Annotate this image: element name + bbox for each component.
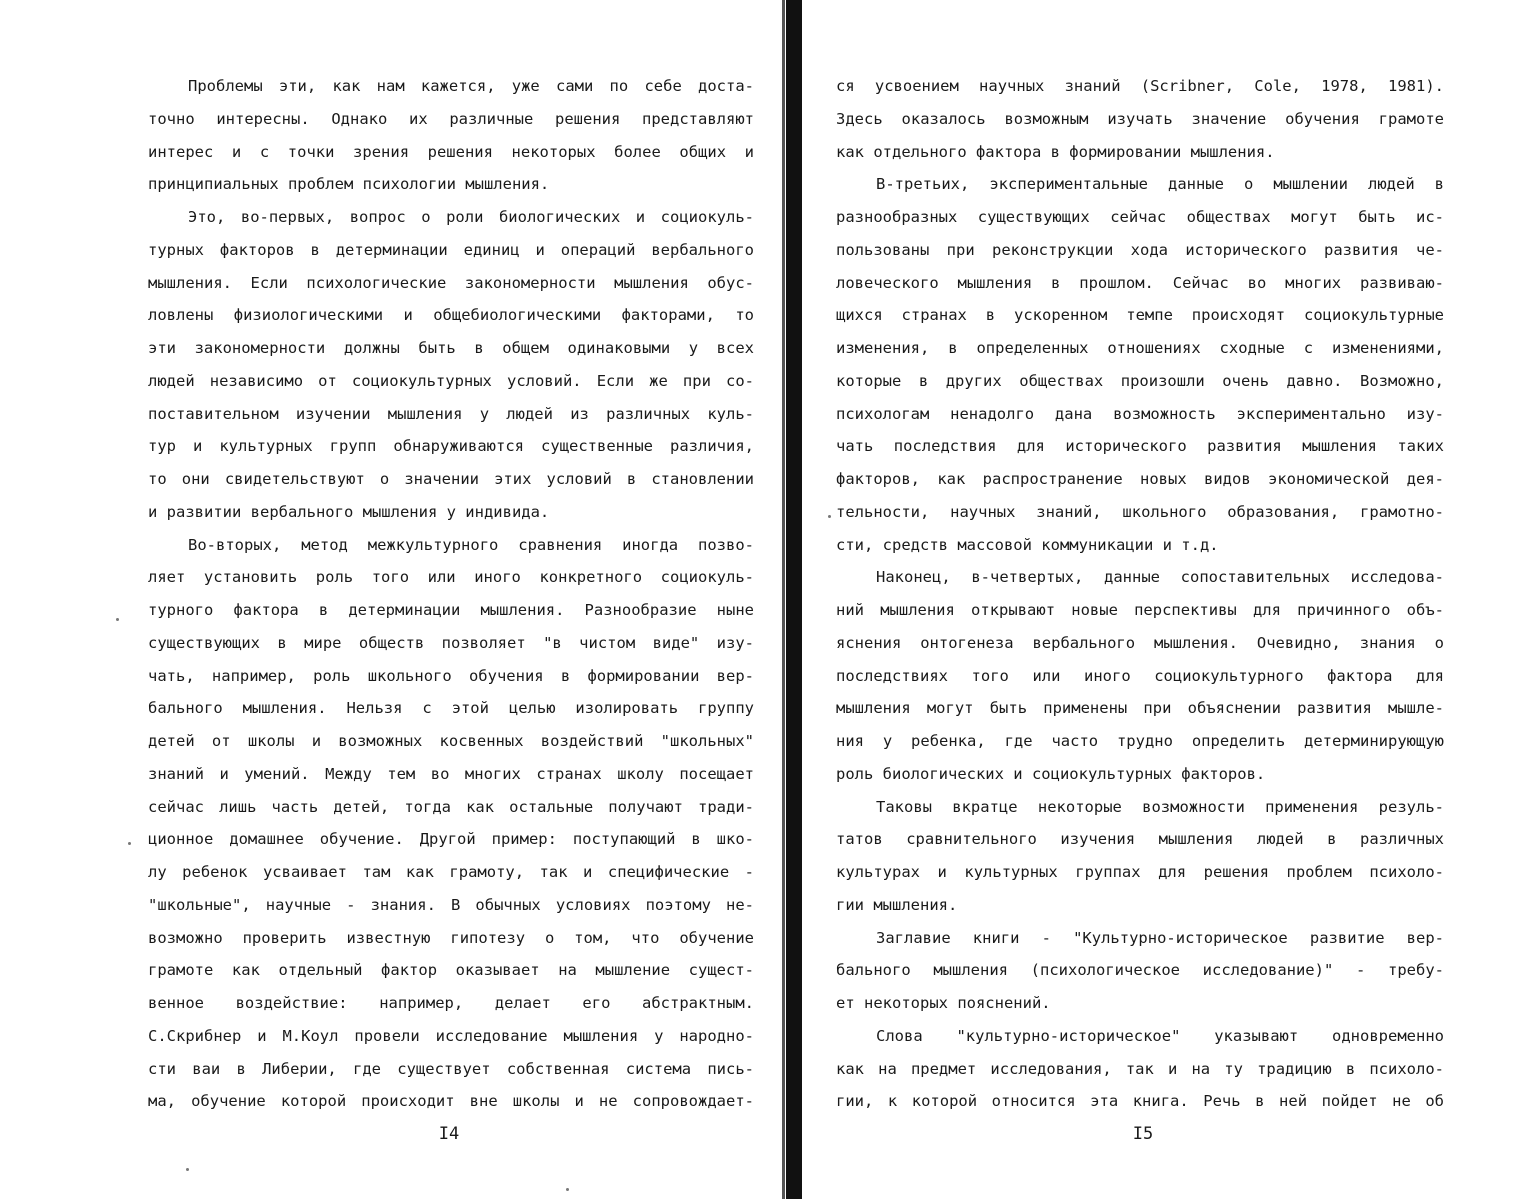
text-line: чать, например, роль школьного обучения в формировании вер- [148, 666, 754, 685]
text-line: детей от школы и возможных косвенных воздействий "школьных" [148, 732, 754, 750]
text-line: интерес и с точки зрения решения некоторых более общих и [148, 142, 754, 161]
scan-speck [186, 1168, 189, 1171]
text-line: татов сравнительного изучения мышления людей в различных [836, 830, 1444, 849]
text-line: ся усвоением научных знаний (Scribner, Cole, 1978, 1981). [836, 77, 1444, 95]
text-line: "школьные", научные - знания. В обычных условиях поэтому не- [148, 895, 754, 914]
text-line: людей независимо от социокультурных условий. Если же при со- [148, 371, 754, 390]
text-line: мышления могут быть применены при объяснении развития мышле- [836, 699, 1444, 718]
text-line: Это, во-первых, вопрос о роли биологических и социокуль- [188, 208, 754, 226]
book-spine [786, 0, 802, 1199]
scan-speck [116, 618, 119, 621]
text-line: Наконец, в-четвертых, данные сопоставительных исследова- [876, 568, 1444, 587]
text-line: Проблемы эти, как нам кажется, уже сами по себе доста- [188, 77, 754, 95]
text-line: как отдельного фактора в формировании мышления. [836, 142, 1275, 161]
scan-speck [566, 1188, 569, 1191]
text-line: лу ребенок усваивает там как грамоту, так и специфические - [148, 863, 754, 881]
text-line: культурах и культурных группах для решения проблем психоло- [836, 863, 1444, 881]
text-line: ет некоторых пояснений. [836, 994, 1051, 1012]
text-line: возможно проверить известную гипотезу о том, что обучение [148, 928, 754, 947]
text-line: турного фактора в детерминации мышления. Разнообразие ныне [148, 601, 754, 619]
text-line: венное воздействие: например, делает его абстрактным. [148, 994, 754, 1012]
text-line: ния у ребенка, где часто трудно определить детерминирующую [836, 732, 1444, 750]
text-line: последствиях того или иного социокультурного фактора для [836, 666, 1444, 685]
text-line: изменения, в определенных отношениях сходные с изменениями, [836, 339, 1444, 357]
text-line: сти, средств массовой коммуникации и т.д. [836, 535, 1219, 554]
text-line: гии мышления. [836, 895, 958, 914]
text-line: ционное домашнее обучение. Другой пример: поступающий в шко- [148, 830, 754, 849]
text-line: Слова "культурно-историческое" указывают одновременно [876, 1026, 1444, 1045]
left-page [148, 70, 754, 1160]
text-line: мышления. Если психологические закономерности мышления обус- [148, 273, 754, 292]
text-line: яснения онтогенеза вербального мышления. Очевидно, знания о [836, 633, 1444, 652]
text-line: и развитии вербального мышления у индивида. [148, 502, 550, 521]
text-line: Во-вторых, метод межкультурного сравнения иногда позво- [188, 535, 754, 554]
text-line: Заглавие книги - "Культурно-историческое развитие вер- [876, 928, 1444, 947]
text-line: как на предмет исследования, так и на ту традицию в психоло- [836, 1059, 1444, 1078]
scan-speck [128, 842, 131, 845]
text-line: бального мышления (психологическое исследование)" - требу- [836, 961, 1444, 980]
text-line: факторов, как распространение новых видов экономической дея- [836, 470, 1444, 488]
text-line: тур и культурных групп обнаруживаются существенные различия, [148, 437, 754, 456]
text-line: чать последствия для исторического развития мышления таких [836, 437, 1444, 456]
text-line: турных факторов в детерминации единиц и операций вербального [148, 240, 754, 259]
text-line: грамоте как отдельный фактор оказывает на мышление сущест- [148, 961, 754, 980]
page-number-left: I4 [438, 1124, 460, 1144]
text-line: точно интересны. Однако их различные решения представляют [148, 109, 754, 128]
text-line: В-третьих, экспериментальные данные о мышлении людей в [876, 175, 1444, 194]
text-line: ляет установить роль того или иного конкретного социокуль- [148, 568, 754, 587]
text-line: сейчас лишь часть детей, тогда как остальные получают тради- [148, 797, 754, 816]
text-line: существующих в мире обществ позволяет "в чистом виде" изу- [148, 633, 754, 652]
text-line: разнообразных существующих сейчас обществах могут быть ис- [836, 208, 1444, 226]
book-spine-edge [782, 0, 785, 1199]
text-line: тельности, научных знаний, школьного образования, грамотно- [836, 502, 1444, 521]
text-line: Здесь оказалось возможным изучать значение обучения грамоте [836, 109, 1444, 128]
text-line: принципиальных проблем психологии мышления. [148, 175, 550, 194]
text-line: которые в других обществах произошли очень давно. Возможно, [836, 371, 1444, 390]
text-line: знаний и умений. Между тем во многих странах школу посещает [148, 764, 754, 783]
scan-speck [828, 515, 831, 518]
text-line: С.Скрибнер и М.Коул провели исследование мышления у народно- [148, 1026, 754, 1045]
text-line: психологам ненадолго дана возможность экспериментально изу- [836, 404, 1444, 423]
text-line: ловлены физиологическими и общебиологическими факторами, то [148, 306, 754, 325]
text-line: Таковы вкратце некоторые возможности применения резуль- [876, 797, 1444, 816]
text-line: ловеческого мышления в прошлом. Сейчас во многих развиваю- [836, 273, 1444, 292]
text-line: эти закономерности должны быть в общем одинаковыми у всех [148, 339, 754, 357]
page-number-right: I5 [1132, 1124, 1154, 1144]
right-page [836, 70, 1444, 1160]
text-line: бального мышления. Нельзя с этой целью изолировать группу [148, 699, 754, 718]
text-line: ний мышления открывают новые перспективы для причинного объ- [836, 601, 1444, 619]
text-line: поставительном изучении мышления у людей из различных куль- [148, 404, 754, 423]
text-line: роль биологических и социокультурных факторов. [836, 764, 1266, 783]
text-line: щихся странах в ускоренном темпе происходят социокультурные [836, 306, 1444, 325]
text-line: гии, к которой относится эта книга. Речь в ней пойдет не об [836, 1092, 1444, 1111]
text-line: пользованы при реконструкции хода исторического развития че- [836, 240, 1444, 259]
text-line: сти ваи в Либерии, где существует собственная система пись- [148, 1059, 754, 1078]
text-line: то они свидетельствуют о значении этих условий в становлении [148, 470, 754, 488]
text-line: ма, обучение которой происходит вне школы и не сопровождает- [148, 1092, 754, 1111]
